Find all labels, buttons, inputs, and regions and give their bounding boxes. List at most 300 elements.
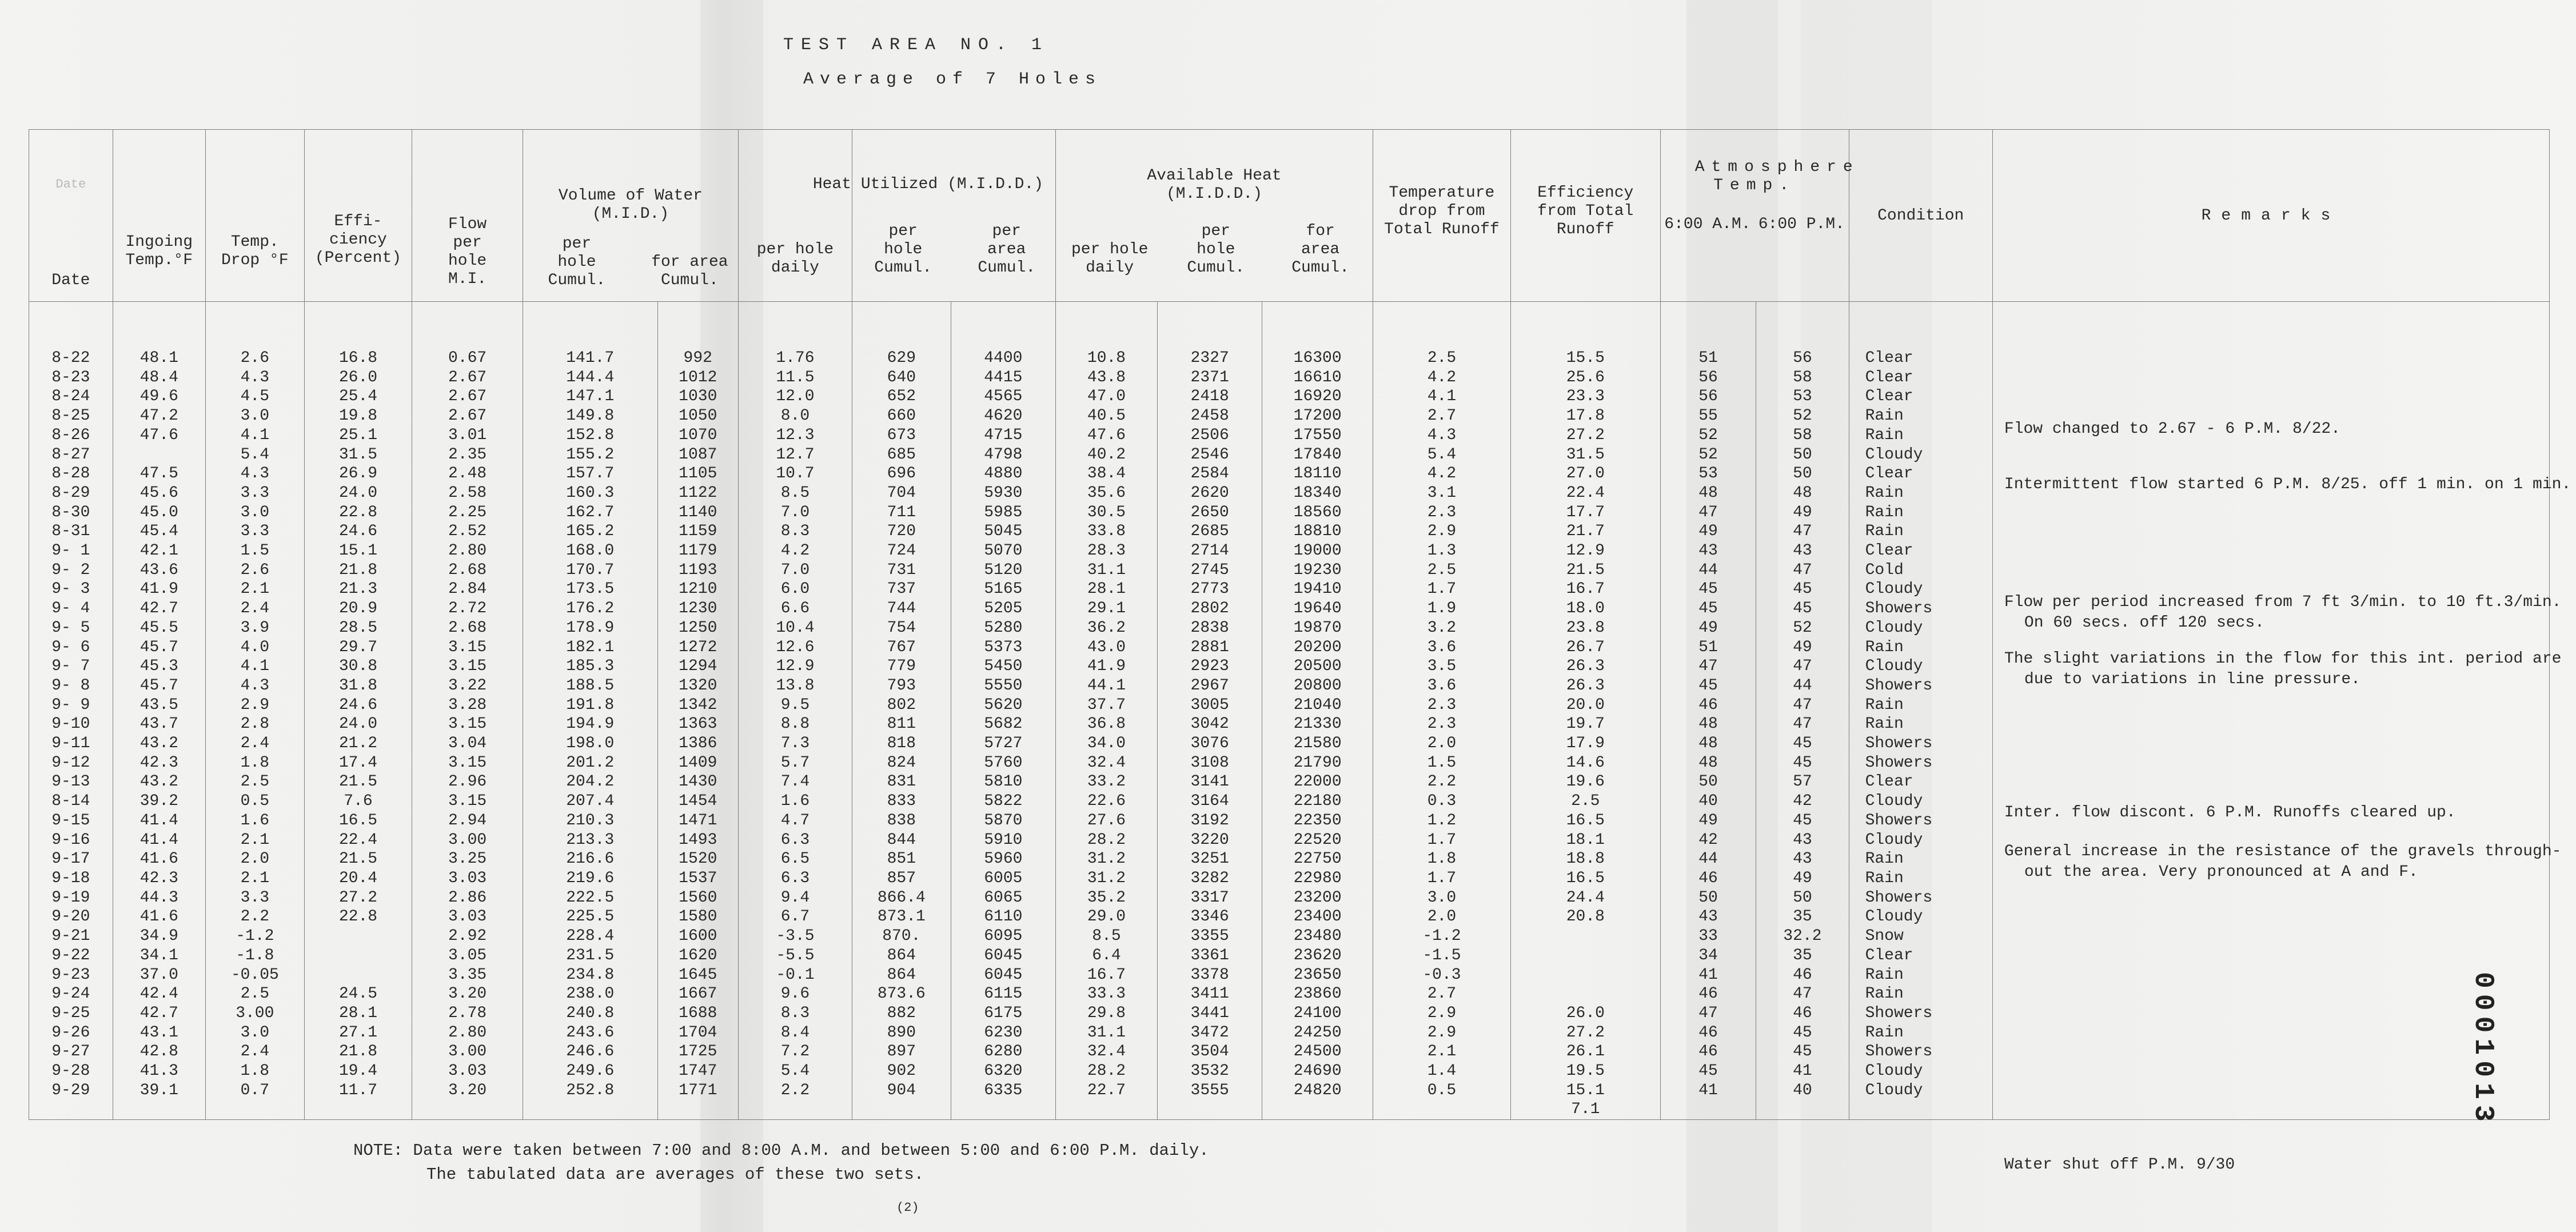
vol-area-cell: 1320 [679,676,717,695]
vol-area-cell: 1140 [679,503,717,521]
heat-area-cell: 6095 [984,927,1023,946]
temp-drop-cell: 0.7 [240,1081,270,1099]
avail-area-cell: 19410 [1293,580,1342,599]
heat-area-cell: 4400 [984,349,1023,367]
am-cell: 50 [1698,888,1718,907]
efficiency-cell: 24.0 [338,715,378,733]
heat-area-cell: 6175 [984,1004,1023,1022]
condition-column [1849,302,1992,1120]
eff-runoff-cell: 27.0 [1566,465,1605,483]
condition-cell: Rain [1865,1023,1904,1042]
ingoing-cell: 42.3 [139,753,178,772]
avail-daily-cell: 38.4 [1087,465,1126,483]
flow-header: Flow per hole M.I. [448,216,487,288]
flow-cell: 3.25 [448,850,487,868]
efficiency-cell: 19.8 [338,407,378,425]
efficiency-cell [305,927,412,946]
tempdrop-runoff-cell: 1.4 [1427,1062,1457,1081]
condition-cell: Cold [1865,561,1904,579]
efficiency-cell [305,966,412,985]
heat-daily-cell: 2.2 [780,1081,810,1099]
vol-area-cell: 1645 [679,966,717,984]
efficiency-cell: 21.2 [338,735,378,753]
efficiency-cell: 24.6 [338,696,378,714]
remark: Flow changed to 2.67 - 6 P.M. 8/22. [2004,420,2340,438]
avail-area-cell: 22520 [1293,831,1342,849]
avail-hole-cell: 3532 [1190,1062,1229,1081]
avail-daily-cell: 47.6 [1087,426,1126,444]
tempdrop-runoff-cell: 3.2 [1427,619,1457,637]
flow-cell: 3.22 [448,676,487,695]
avail-daily-cell: 28.1 [1087,580,1126,599]
efficiency-cell: 24.0 [338,484,378,502]
eff-runoff-cell: 7.1 [1571,1101,1600,1119]
condition-cell: Clear [1865,542,1913,560]
condition-cell: Rain [1865,696,1904,714]
eff-runoff-cell [1511,966,1660,985]
ingoing-cell: 45.7 [139,638,178,656]
heat-area-cell: 5727 [984,735,1023,753]
temp-drop-cell: 4.1 [240,426,270,444]
condition-cell: Rain [1865,850,1904,868]
tempdrop-runoff-cell: -1.5 [1422,946,1461,964]
date-cell: 9-26 [51,1023,90,1042]
condition-cell: Showers [1865,753,1933,772]
avail-hole-cell: 3555 [1190,1081,1229,1099]
vol-area-cell: 1012 [679,368,717,386]
am-cell: 33 [1698,927,1718,946]
heat-daily-cell: -5.5 [776,946,815,964]
volume-per-hole-column [523,302,657,1120]
condition-cell: Cloudy [1865,1062,1923,1081]
vol-hole-cell: 144.4 [566,368,615,386]
heat-daily-cell: 9.6 [780,985,810,1003]
vol-area-cell: 1070 [679,426,717,444]
avail-hole-cell: 3108 [1190,753,1229,772]
heat-area-cell: 5870 [984,811,1023,830]
vol-hole-cell: 194.9 [566,715,615,733]
tempdrop-runoff-cell: 0.3 [1427,792,1457,811]
eff-runoff-cell: 15.1 [1566,1081,1605,1099]
date-cell: 9- 1 [51,542,90,560]
avail-hole-cell: 2371 [1190,368,1229,386]
heat-area-cell: 6230 [984,1023,1023,1042]
eff-runoff-cell: 18.1 [1566,831,1605,849]
vol-area-cell: 1250 [679,619,717,637]
flow-cell: 2.80 [448,1023,487,1042]
efficiency-cell: 22.8 [338,503,378,521]
document-number-stamp: 0001013 [2467,972,2498,1127]
vol-area-cell: 1454 [679,792,717,811]
ingoing-cell: 45.0 [139,503,178,521]
avail-daily-cell: 22.6 [1087,792,1126,811]
avail-daily-cell: 36.8 [1087,715,1126,733]
heat-area-cell: 5930 [984,484,1023,502]
efficiency-cell: 21.5 [338,850,378,868]
avail-daily-cell: 40.2 [1087,445,1126,464]
heat-hole-cell: 737 [887,580,916,599]
eff-runoff-cell: 2.5 [1571,792,1600,811]
pm-cell: 41 [1793,1062,1812,1081]
date-cell: 9- 4 [51,600,90,618]
tempdrop-runoff-cell: 2.9 [1427,1023,1457,1042]
avail-daily-cell: 47.0 [1087,388,1126,406]
condition-cell: Cloudy [1865,1081,1923,1099]
tempdrop-runoff-cell: 2.3 [1427,696,1457,714]
avail-hole-cell: 2685 [1190,523,1229,541]
efficiency-cell: 20.9 [338,600,378,618]
date-cell: 9-18 [51,869,90,887]
condition-cell: Rain [1865,407,1904,425]
heat-area-cell: 5682 [984,715,1023,733]
heat-daily-cell: 12.3 [776,426,815,444]
condition-cell: Clear [1865,946,1913,964]
eff-runoff-cell: 19.5 [1566,1062,1605,1081]
vol-area-cell: 1272 [679,638,717,656]
vol-hole-cell: 178.9 [566,619,615,637]
avail-per-hole-header: per hole Cumul. [1187,222,1245,277]
heat-daily-cell: 6.7 [780,908,810,926]
document-subtitle: Average of 7 Holes [803,70,1102,89]
flow-cell: 3.20 [448,985,487,1003]
tempdrop-runoff-cell: 1.8 [1427,850,1457,868]
flow-cell: 0.67 [448,349,487,367]
temp-drop-cell: -1.2 [236,927,274,946]
vol-hole-cell: 147.1 [566,388,615,406]
vol-hole-cell: 173.5 [566,580,615,599]
eff-runoff-cell: 12.9 [1566,542,1605,560]
heat-per-area-column [951,302,1055,1120]
flow-cell: 2.48 [448,465,487,483]
date-cell: 9-19 [51,888,90,907]
date-cell: 9-16 [51,831,90,849]
am-cell: 51 [1698,638,1718,656]
heat-daily-cell: 6.3 [780,831,810,849]
heat-daily-cell: 7.3 [780,735,810,753]
avail-area-cell: 23650 [1293,966,1342,984]
condition-cell: Cloudy [1865,792,1923,811]
condition-cell: Cloudy [1865,580,1923,599]
avail-daily-cell: 44.1 [1087,676,1126,695]
tempdrop-runoff-cell: 3.1 [1427,484,1457,502]
pm-temp-column [1756,302,1849,1120]
tempdrop-runoff-cell: 2.1 [1427,1043,1457,1061]
tempdrop-runoff-cell: 3.6 [1427,676,1457,695]
vol-hole-cell: 219.6 [566,869,615,887]
eff-runoff-cell: 27.2 [1566,426,1605,444]
flow-cell: 3.00 [448,831,487,849]
heat-hole-cell: 652 [887,388,916,406]
vol-area-cell: 1580 [679,908,717,926]
temp-drop-cell: 2.1 [240,869,270,887]
tempdrop-runoff-cell: 5.4 [1427,445,1457,464]
ingoing-cell: 41.9 [139,580,178,599]
am-cell: 46 [1698,1023,1718,1042]
vol-area-cell: 1537 [679,869,717,887]
eff-runoff-cell: 22.4 [1566,484,1605,502]
vol-area-cell: 1747 [679,1062,717,1081]
date-cell: 9- 6 [51,638,90,656]
am-cell: 43 [1698,908,1718,926]
heat-hole-cell: 754 [887,619,916,637]
heat-daily-cell: 11.5 [776,368,815,386]
flow-cell: 2.72 [448,600,487,618]
eff-runoff-cell: 27.2 [1566,1023,1605,1042]
efficiency-cell: 24.5 [338,985,378,1003]
condition-cell: Cloudy [1865,831,1923,849]
avail-hole-cell: 2506 [1190,426,1229,444]
heat-daily-cell: 9.4 [780,888,810,907]
heat-daily-cell: 7.0 [780,503,810,521]
avail-hole-cell: 3141 [1190,773,1229,791]
avail-hole-cell: 3346 [1190,908,1229,926]
heat-area-cell: 4880 [984,465,1023,483]
vol-hole-cell: 225.5 [566,908,615,926]
flow-cell: 3.05 [448,946,487,964]
vol-hole-cell: 213.3 [566,831,615,849]
heat-hole-cell: 696 [887,465,916,483]
am-cell: 49 [1698,811,1718,830]
pm-cell: 48 [1793,484,1812,502]
ingoing-cell [113,445,205,465]
temp-drop-cell: 2.9 [240,696,270,714]
vol-area-cell: 1342 [679,696,717,714]
efficiency-header: Effi- ciency (Percent) [314,213,402,267]
tempdrop-runoff-header: Temperature drop from Total Runoff [1384,184,1500,238]
avail-hole-cell: 2714 [1190,542,1229,560]
ingoing-cell: 41.6 [139,908,178,926]
avail-daily-cell: 33.2 [1087,773,1126,791]
eff-runoff-cell: 18.0 [1566,600,1605,618]
vol-hole-cell: 204.2 [566,773,615,791]
vol-area-cell: 1193 [679,561,717,579]
am-cell: 48 [1698,484,1718,502]
ingoing-cell: 42.8 [139,1043,178,1061]
vol-area-cell: 1471 [679,811,717,830]
flow-cell: 3.03 [448,908,487,926]
flow-cell: 2.80 [448,542,487,560]
heat-per-area-header: per area Cumul. [978,222,1036,277]
am-cell: 40 [1698,792,1718,811]
avail-area-cell: 23860 [1293,985,1342,1003]
tempdrop-runoff-cell: 1.9 [1427,600,1457,618]
vol-hole-cell: 201.2 [566,753,615,772]
heat-hole-cell: 838 [887,811,916,830]
temp-drop-cell: -1.8 [236,946,274,964]
remark: The slight variations in the flow for this int. period are [2004,650,2562,668]
vol-hole-cell: 149.8 [566,407,615,425]
pm-cell: 45 [1793,1043,1812,1061]
tempdrop-runoff-cell: 3.5 [1427,657,1457,676]
ingoing-cell: 34.9 [139,927,178,946]
pm-cell: 47 [1793,523,1812,541]
avail-for-area-column [1262,302,1373,1120]
remark: due to variations in line pressure. [2024,671,2360,688]
am-cell: 51 [1698,349,1718,367]
temp-drop-cell: 3.3 [240,484,270,502]
tempdrop-runoff-cell: 4.1 [1427,388,1457,406]
ingoing-cell: 41.3 [139,1062,178,1081]
pm-cell: 50 [1793,888,1812,907]
pm-cell: 45 [1793,811,1812,830]
am-cell: 48 [1698,735,1718,753]
vol-area-cell: 1159 [679,523,717,541]
tempdrop-runoff-cell: 2.5 [1427,561,1457,579]
heat-hole-cell: 882 [887,1004,916,1022]
avail-daily-cell: 40.5 [1087,407,1126,425]
eff-runoff-cell: 17.9 [1566,735,1605,753]
avail-daily-header: per hole daily [1071,241,1149,277]
heat-hole-cell: 873.6 [877,985,926,1003]
vol-hole-cell: 252.8 [566,1081,615,1099]
date-cell: 9-28 [51,1062,90,1081]
flow-cell: 3.28 [448,696,487,714]
pm-cell: 49 [1793,503,1812,521]
vol-hole-cell: 191.8 [566,696,615,714]
avail-hole-cell: 2802 [1190,600,1229,618]
date-cell: 8-22 [51,349,90,367]
date-cell: 8-31 [51,523,90,541]
pm-cell: 35 [1793,946,1812,964]
efficiency-cell: 28.1 [338,1004,378,1022]
efficiency-cell: 26.0 [338,368,378,386]
vol-hole-cell: 216.6 [566,850,615,868]
date-cell: 8-30 [51,503,90,521]
date-cell: 8-25 [51,407,90,425]
avail-area-cell: 24690 [1293,1062,1342,1081]
temp-drop-cell: 1.6 [240,811,270,830]
efficiency-cell: 28.5 [338,619,378,637]
date-cell: 8-24 [51,388,90,406]
vol-hole-cell: 157.7 [566,465,615,483]
heat-hole-cell: 902 [887,1062,916,1081]
heat-area-cell: 5960 [984,850,1023,868]
am-cell: 47 [1698,503,1718,521]
efficiency-cell: 21.5 [338,773,378,791]
heat-daily-cell: 7.4 [780,773,810,791]
heat-hole-cell: 857 [887,869,916,887]
flow-cell: 3.01 [448,426,487,444]
heat-hole-cell: 640 [887,368,916,386]
date-cell: 9-20 [51,908,90,926]
am-cell: 42 [1698,831,1718,849]
heat-area-cell: 5810 [984,773,1023,791]
am-cell: 45 [1698,676,1718,695]
heat-area-cell: 5045 [984,523,1023,541]
pm-cell: 45 [1793,753,1812,772]
tempdrop-runoff-cell: 1.7 [1427,831,1457,849]
flow-cell: 3.15 [448,638,487,656]
heat-per-hole-header: per hole Cumul. [874,222,932,277]
remark: Water shut off P.M. 9/30 [2004,1156,2235,1174]
vol-area-cell: 1179 [679,542,717,560]
avail-daily-cell: 29.0 [1087,908,1126,926]
flow-cell: 2.25 [448,503,487,521]
avail-daily-cell: 27.6 [1087,811,1126,830]
vol-area-cell: 1725 [679,1043,717,1061]
temp-drop-cell: 4.3 [240,676,270,695]
temp-drop-cell: 4.0 [240,638,270,656]
tempdrop-runoff-cell: 3.0 [1427,888,1457,907]
pm-cell: 45 [1793,735,1812,753]
tempdrop-runoff-cell: 1.3 [1427,542,1457,560]
avail-daily-cell: 29.1 [1087,600,1126,618]
eff-runoff-cell: 20.0 [1566,696,1605,714]
flow-cell: 3.03 [448,1062,487,1081]
avail-area-cell: 22180 [1293,792,1342,811]
vol-area-cell: 1600 [679,927,717,946]
heat-daily-header: per hole daily [756,241,834,277]
ingoing-cell: 43.6 [139,561,178,579]
heat-hole-cell: 711 [887,503,916,521]
remarks-header: Remarks [2201,207,2341,225]
heat-area-cell: 5910 [984,831,1023,849]
eff-runoff-cell: 17.7 [1566,503,1605,521]
am-cell: 34 [1698,946,1718,964]
temp-drop-cell: 4.3 [240,368,270,386]
vol-area-cell: 1230 [679,600,717,618]
avail-daily-cell: 31.1 [1087,1023,1126,1042]
temp-drop-cell: 3.0 [240,407,270,425]
tempdrop-runoff-cell: 1.2 [1427,811,1457,830]
pm-cell: 44 [1793,676,1812,695]
am-cell: 52 [1698,445,1718,464]
avail-area-cell: 21790 [1293,753,1342,772]
avail-daily-column [1055,302,1157,1120]
flow-cell: 3.00 [448,1043,487,1061]
condition-cell: Showers [1865,1043,1933,1061]
eff-runoff-cell: 14.6 [1566,753,1605,772]
temp-drop-cell: 2.0 [240,850,270,868]
tempdrop-runoff-cell: 4.2 [1427,368,1457,386]
pm-cell: 47 [1793,715,1812,733]
avail-daily-cell: 10.8 [1087,349,1126,367]
temp-drop-cell: 2.8 [240,715,270,733]
eff-runoff-cell: 19.6 [1566,773,1605,791]
eff-runoff-cell: 21.5 [1566,561,1605,579]
avail-daily-cell: 28.2 [1087,831,1126,849]
temp-drop-cell: 4.3 [240,465,270,483]
heat-daily-column [738,302,852,1120]
avail-hole-cell: 3282 [1190,869,1229,887]
heat-daily-cell: 8.0 [780,407,810,425]
pm-cell: 45 [1793,600,1812,618]
pm-cell: 45 [1793,1023,1812,1042]
ingoing-cell: 45.7 [139,676,178,695]
vol-hole-cell: 210.3 [566,811,615,830]
date-cell: 9-12 [51,753,90,772]
temp-drop-cell: 2.5 [240,985,270,1003]
heat-hole-cell: 833 [887,792,916,811]
heat-area-cell: 6320 [984,1062,1023,1081]
temp-drop-cell: 1.5 [240,542,270,560]
heat-area-cell: 6335 [984,1081,1023,1099]
avail-hole-cell: 2458 [1190,407,1229,425]
am-cell: 49 [1698,619,1718,637]
table-body-row [29,302,2550,1120]
tempdrop-runoff-cell: 2.7 [1427,407,1457,425]
avail-area-cell: 24100 [1293,1004,1342,1022]
vol-hole-cell: 238.0 [566,985,615,1003]
vol-hole-cell: 160.3 [566,484,615,502]
am-cell: 56 [1698,368,1718,386]
efficiency-cell: 29.7 [338,638,378,656]
avail-area-cell: 23480 [1293,927,1342,946]
avail-daily-cell: 30.5 [1087,503,1126,521]
vol-area-cell: 1030 [679,388,717,406]
temp-drop-cell: 3.0 [240,503,270,521]
avail-daily-cell: 43.8 [1087,368,1126,386]
